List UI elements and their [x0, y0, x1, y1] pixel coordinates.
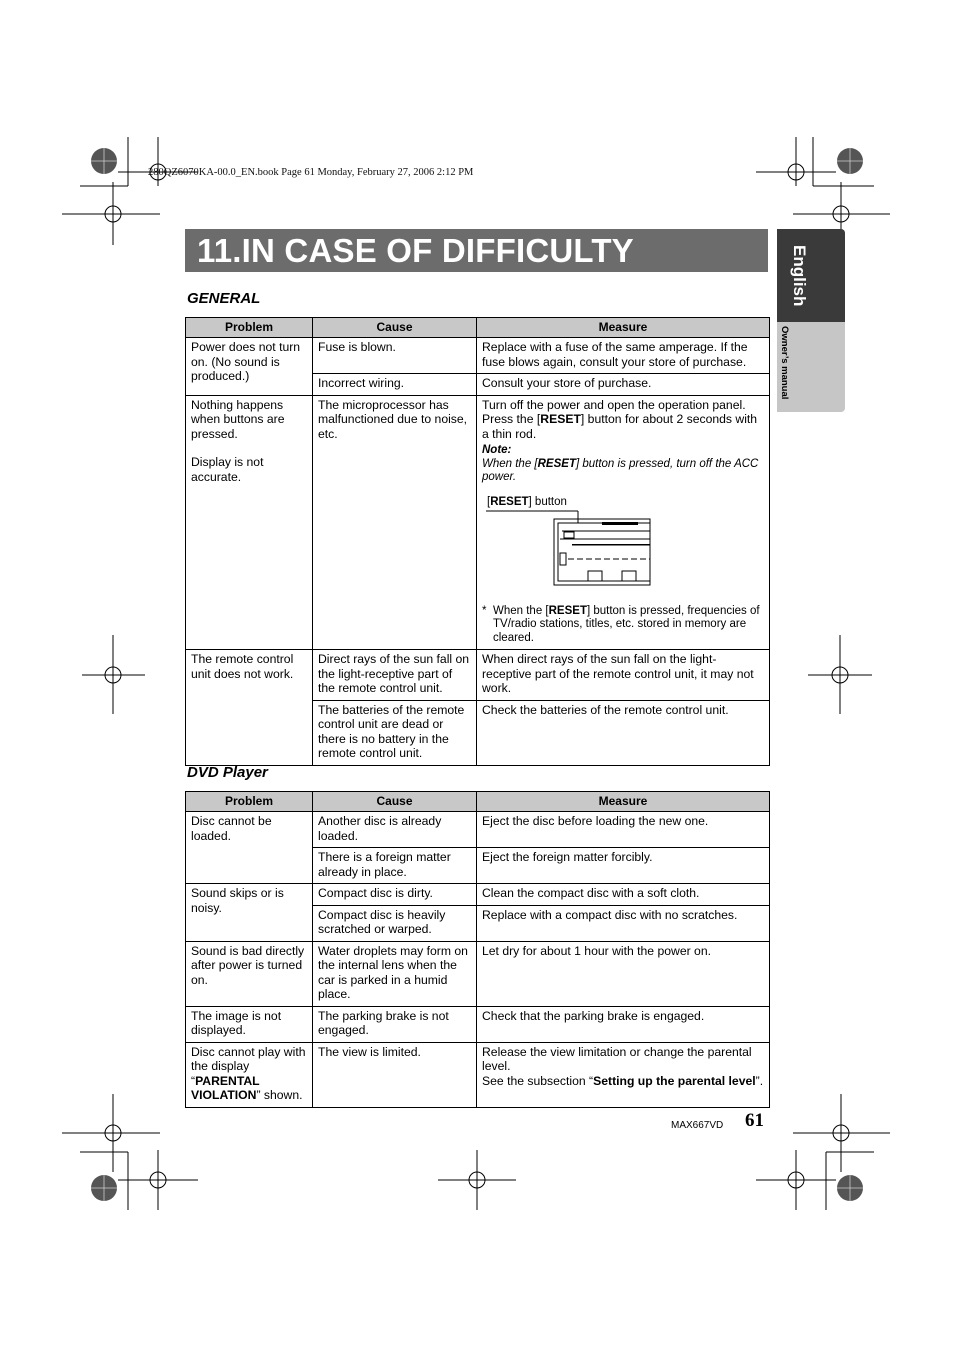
measure-cell — [477, 1042, 770, 1107]
table-row — [186, 812, 770, 848]
table-row — [186, 1006, 770, 1042]
cause-cell: The parking brake is not engaged. — [313, 1006, 477, 1042]
cause-cell: Compact disc is dirty. — [313, 884, 477, 906]
problem-text: Display is not accurate. — [191, 455, 264, 484]
measure-cell: Clean the compact disc with a soft cloth. — [477, 884, 770, 906]
section-heading-dvd: DVD Player — [187, 764, 268, 781]
note-text: When the [RESET] button is pressed, turn off the ACC power. — [482, 457, 759, 483]
column-header-cause: Cause — [313, 318, 477, 338]
section-heading-general: GENERAL — [187, 290, 261, 307]
problem-cell: Disc cannot play with the display “PARENTAL VIOLATION” shown. — [186, 1042, 313, 1107]
measure-cell: Check that the parking brake is engaged. — [477, 1006, 770, 1042]
page-title: 11.IN CASE OF DIFFICULTY — [197, 232, 634, 269]
language-tab — [777, 229, 845, 322]
measure-cell: When direct rays of the sun fall on the light-receptive part of the remote control unit, it may not work. — [477, 650, 770, 701]
measure-cell — [477, 395, 770, 650]
column-header-measure: Measure — [477, 318, 770, 338]
measure-cell: Replace with a fuse of the same amperage. If the fuse blows again, consult your store of purchase. — [477, 338, 770, 374]
measure-cell: Replace with a compact disc with no scratches. — [477, 905, 770, 941]
problem-cell: Sound skips or is noisy. — [186, 884, 313, 942]
problem-cell: The image is not displayed. — [186, 1006, 313, 1042]
note-title: Note: — [482, 444, 512, 456]
table-row — [186, 338, 770, 374]
column-header-measure: Measure — [477, 792, 770, 812]
measure-cell: Check the batteries of the remote control unit. — [477, 700, 770, 765]
column-header-problem: Problem — [186, 318, 313, 338]
dvd-table — [185, 791, 770, 1108]
cause-cell: Incorrect wiring. — [313, 374, 477, 396]
table-row — [186, 884, 770, 906]
illustration-label: [RESET] button — [487, 495, 567, 508]
table-row — [186, 650, 770, 701]
manual-tab-label: Owner’s manual — [779, 326, 790, 400]
problem-cell: The remote control unit does not work. — [186, 650, 313, 766]
page-number: 61 — [745, 1110, 764, 1131]
footnote: * When the [RESET] button is pressed, frequencies of TV/radio stations, titles, etc. stored in memory are cleared. — [482, 604, 760, 644]
table-row — [186, 1042, 770, 1107]
problem-cell: Disc cannot be loaded. — [186, 812, 313, 884]
cause-cell: The batteries of the remote control unit are dead or there is no battery in the remote control unit. — [313, 700, 477, 765]
problem-cell: Power does not turn on. (No sound is produced.) — [186, 338, 313, 396]
problem-cell — [186, 395, 313, 650]
measure-cell: Let dry for about 1 hour with the power on. — [477, 941, 770, 1006]
book-header: 280QZ6070KA-00.0_EN.book Page 61 Monday, February 27, 2006 2:12 PM — [148, 167, 474, 178]
page-title-bar — [185, 229, 768, 272]
cause-cell: Direct rays of the sun fall on the light-receptive part of the remote control unit. — [313, 650, 477, 701]
measure-cell: Consult your store of purchase. — [477, 374, 770, 396]
cause-cell: Water droplets may form on the internal lens when the car is parked in a humid place. — [313, 941, 477, 1006]
language-tab-label: English — [790, 245, 809, 307]
measure-text: Release the view limitation or change the parental level. — [482, 1044, 752, 1073]
head-unit-drawing-icon — [482, 509, 662, 591]
table-header-row — [186, 792, 770, 812]
table-row — [186, 395, 770, 650]
measure-cell: Eject the foreign matter forcibly. — [477, 848, 770, 884]
measure-text: See the subsection “Setting up the parental level”. — [482, 1073, 764, 1088]
model-number: MAX667VD — [671, 1120, 724, 1131]
cause-cell: The view is limited. — [313, 1042, 477, 1107]
table-row — [186, 941, 770, 1006]
general-table — [185, 317, 770, 766]
table-header-row — [186, 318, 770, 338]
problem-text: Nothing happens when buttons are pressed. — [191, 397, 285, 441]
measure-text: Turn off the power and open the operation panel. Press the [RESET] button for about 2 seconds with a thin rod. — [482, 397, 758, 441]
cause-cell: Another disc is already loaded. — [313, 812, 477, 848]
problem-cell: Sound is bad directly after power is turned on. — [186, 941, 313, 1006]
cause-cell: Compact disc is heavily scratched or warped. — [313, 905, 477, 941]
cause-cell: The microprocessor has malfunctioned due to noise, etc. — [313, 395, 477, 650]
cause-cell: There is a foreign matter already in place. — [313, 848, 477, 884]
column-header-problem: Problem — [186, 792, 313, 812]
column-header-cause: Cause — [313, 792, 477, 812]
cause-cell: Fuse is blown. — [313, 338, 477, 374]
measure-cell: Eject the disc before loading the new one. — [477, 812, 770, 848]
reset-button-illustration — [482, 495, 765, 603]
